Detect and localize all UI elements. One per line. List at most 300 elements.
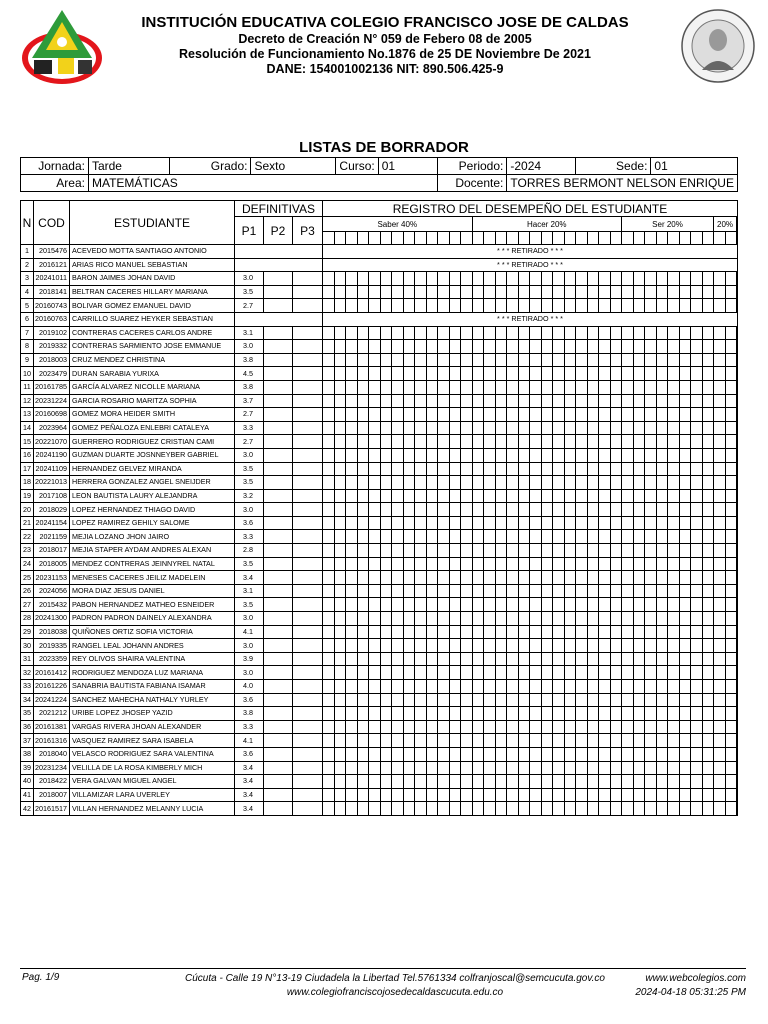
footer-site-link[interactable]: www.colegiofranciscojosedecaldascucuta.edu.co: [286, 987, 504, 998]
mark-cell: [403, 272, 415, 286]
mark-cell: [702, 584, 714, 598]
mark-cell: [461, 530, 473, 544]
mark-cell: [495, 435, 507, 449]
mark-cell: [679, 476, 691, 490]
mark-cell: [714, 353, 726, 367]
mark-cell: [553, 326, 565, 340]
mark-cell: [564, 380, 576, 394]
mark-cell: [610, 734, 622, 748]
student-code: 20241190: [34, 448, 70, 462]
mark-cell: [415, 435, 427, 449]
mark-cell: [380, 503, 392, 517]
mark-cell: [725, 761, 737, 775]
mark-cell: [633, 557, 645, 571]
mark-cell: [725, 747, 737, 761]
mark-cell: [599, 448, 611, 462]
mark-cell: [415, 489, 427, 503]
mark-cell: [725, 802, 737, 816]
mark-cell: [576, 394, 588, 408]
p3-grade: [293, 612, 323, 626]
mark-cell: [449, 421, 461, 435]
student-name: SANCHEZ MAHECHA NATHALY YURLEY: [70, 693, 235, 707]
mark-cell: [610, 326, 622, 340]
mark-cell: [541, 680, 553, 694]
mark-cell: [369, 530, 381, 544]
mark-cell: [518, 612, 530, 626]
p1-grade: 3.4: [235, 571, 264, 585]
mark-cell: [369, 503, 381, 517]
mark-cell: [346, 272, 358, 286]
p2-grade: [264, 394, 293, 408]
mark-cell: [587, 693, 599, 707]
mark-cell: [610, 720, 622, 734]
mark-cell: [403, 462, 415, 476]
mark-cell: [587, 353, 599, 367]
mark-cell: [599, 734, 611, 748]
mark-cell: [633, 299, 645, 313]
mark-cell: [334, 476, 346, 490]
p3-grade: [293, 503, 323, 517]
mark-cell: [530, 299, 542, 313]
mark-cell: [334, 326, 346, 340]
mark-cell: [507, 802, 519, 816]
mark-cell: [380, 652, 392, 666]
mark-cell: [587, 761, 599, 775]
mark-cell: [725, 612, 737, 626]
mark-cell: [449, 557, 461, 571]
mark-cell: [691, 788, 703, 802]
mark-cell: [702, 516, 714, 530]
student-name: GOMEZ MORA HEIDER SMITH: [70, 408, 235, 422]
mark-cell: [541, 693, 553, 707]
mark-cell: [656, 666, 668, 680]
student-row: [21, 340, 738, 354]
mark-cell: [610, 612, 622, 626]
mark-cell: [668, 516, 680, 530]
student-row: [21, 312, 738, 326]
mark-cell: [576, 680, 588, 694]
mark-cell: [725, 557, 737, 571]
mark-cell: [541, 734, 553, 748]
mark-cell: [346, 557, 358, 571]
mark-cell: [668, 489, 680, 503]
mark-cell: [472, 557, 484, 571]
mark-cell: [737, 544, 738, 558]
mark-cell: [357, 598, 369, 612]
mark-cell: [656, 448, 668, 462]
p3-grade: [293, 639, 323, 653]
mark-cell: [415, 788, 427, 802]
mark-cell: [346, 503, 358, 517]
mark-cell: [507, 571, 519, 585]
mark-cell: [461, 802, 473, 816]
mark-cell: [334, 380, 346, 394]
student-code: 20241300: [34, 612, 70, 626]
mark-cell: [495, 639, 507, 653]
mark-cell: [668, 761, 680, 775]
mark-cell: [392, 788, 404, 802]
mark-cell: [576, 489, 588, 503]
mark-cell: [564, 544, 576, 558]
mark-cell: [541, 598, 553, 612]
mark-cell: [403, 408, 415, 422]
mark-cell: [438, 680, 450, 694]
mark-cell: [495, 462, 507, 476]
p2-grade: [264, 285, 293, 299]
mark-cell: [323, 625, 335, 639]
mark-cell: [403, 557, 415, 571]
mark-header-cell: [564, 232, 576, 245]
mark-cell: [403, 367, 415, 381]
student-row: [21, 285, 738, 299]
mark-cell: [541, 652, 553, 666]
mark-cell: [576, 367, 588, 381]
mark-cell: [530, 680, 542, 694]
row-number: 30: [21, 639, 34, 653]
mark-cell: [691, 571, 703, 585]
mark-header-cell: [403, 232, 415, 245]
mark-cell: [599, 720, 611, 734]
mark-cell: [472, 693, 484, 707]
mark-cell: [392, 448, 404, 462]
mark-cell: [415, 326, 427, 340]
mark-cell: [438, 598, 450, 612]
mark-cell: [334, 367, 346, 381]
mark-cell: [346, 340, 358, 354]
mark-cell: [587, 598, 599, 612]
mark-cell: [357, 734, 369, 748]
mark-cell: [691, 435, 703, 449]
p3-grade: [293, 734, 323, 748]
mark-cell: [576, 734, 588, 748]
mark-cell: [633, 408, 645, 422]
mark-cell: [541, 625, 553, 639]
info-table: [20, 157, 738, 192]
mark-cell: [668, 544, 680, 558]
mark-cell: [564, 802, 576, 816]
p1-grade: 2.7: [235, 299, 264, 313]
mark-cell: [484, 408, 496, 422]
student-code: 2018029: [34, 503, 70, 517]
mark-cell: [346, 516, 358, 530]
mark-cell: [576, 544, 588, 558]
row-number: 6: [21, 312, 34, 326]
mark-cell: [622, 285, 634, 299]
p2-grade: [264, 557, 293, 571]
mark-cell: [380, 530, 392, 544]
mark-cell: [553, 612, 565, 626]
row-number: 2: [21, 258, 34, 272]
mark-cell: [622, 788, 634, 802]
mark-cell: [668, 435, 680, 449]
p2-grade: [264, 584, 293, 598]
row-number: 13: [21, 408, 34, 422]
mark-cell: [346, 285, 358, 299]
mark-cell: [518, 367, 530, 381]
mark-cell: [346, 666, 358, 680]
student-row: [21, 367, 738, 381]
p1-grade: 3.5: [235, 476, 264, 490]
mark-cell: [553, 530, 565, 544]
mark-cell: [461, 544, 473, 558]
mark-cell: [668, 612, 680, 626]
mark-cell: [472, 380, 484, 394]
mark-cell: [633, 693, 645, 707]
mark-cell: [369, 761, 381, 775]
mark-cell: [587, 788, 599, 802]
mark-cell: [461, 421, 473, 435]
mark-cell: [472, 435, 484, 449]
mark-cell: [530, 272, 542, 286]
p1-header: P1: [235, 217, 264, 245]
mark-cell: [369, 775, 381, 789]
mark-cell: [380, 462, 392, 476]
student-name: GARCIA ROSARIO MARITZA SOPHIA: [70, 394, 235, 408]
mark-cell: [380, 598, 392, 612]
student-code: 2018422: [34, 775, 70, 789]
mark-cell: [495, 571, 507, 585]
mark-cell: [484, 612, 496, 626]
student-row: [21, 652, 738, 666]
definitivas-empty: [235, 258, 323, 272]
mark-cell: [449, 272, 461, 286]
student-row: [21, 775, 738, 789]
mark-cell: [518, 625, 530, 639]
mark-cell: [599, 272, 611, 286]
p2-grade: [264, 625, 293, 639]
mark-cell: [679, 462, 691, 476]
mark-cell: [656, 326, 668, 340]
mark-cell: [380, 544, 392, 558]
mark-cell: [633, 394, 645, 408]
mark-cell: [461, 557, 473, 571]
mark-cell: [541, 421, 553, 435]
mark-cell: [426, 557, 438, 571]
mark-cell: [484, 639, 496, 653]
mark-cell: [541, 367, 553, 381]
mark-header-cell: [656, 232, 668, 245]
p1-grade: 3.1: [235, 326, 264, 340]
mark-cell: [346, 734, 358, 748]
mark-cell: [369, 462, 381, 476]
p1-grade: 3.4: [235, 761, 264, 775]
student-name: LOPEZ RAMIREZ GEHILY SALOME: [70, 516, 235, 530]
student-code: 20231234: [34, 761, 70, 775]
mark-cell: [541, 408, 553, 422]
mark-header-cell: [334, 232, 346, 245]
mark-cell: [346, 435, 358, 449]
p3-grade: [293, 476, 323, 490]
mark-cell: [622, 299, 634, 313]
mark-cell: [461, 462, 473, 476]
mark-cell: [438, 394, 450, 408]
mark-cell: [530, 625, 542, 639]
mark-cell: [415, 380, 427, 394]
mark-cell: [518, 584, 530, 598]
mark-cell: [461, 299, 473, 313]
mark-cell: [737, 476, 738, 490]
mark-cell: [369, 448, 381, 462]
mark-cell: [507, 340, 519, 354]
mark-cell: [518, 503, 530, 517]
mark-cell: [495, 367, 507, 381]
mark-cell: [576, 340, 588, 354]
mark-cell: [691, 516, 703, 530]
student-code: 2015432: [34, 598, 70, 612]
mark-cell: [472, 571, 484, 585]
mark-cell: [507, 680, 519, 694]
mark-cell: [645, 571, 657, 585]
mark-cell: [369, 584, 381, 598]
mark-cell: [369, 802, 381, 816]
mark-cell: [518, 285, 530, 299]
mark-cell: [484, 598, 496, 612]
student-code: 2018141: [34, 285, 70, 299]
student-name: MEJIA STAPER AYDAM ANDRES ALEXAN: [70, 544, 235, 558]
mark-cell: [576, 353, 588, 367]
mark-cell: [426, 380, 438, 394]
p2-grade: [264, 503, 293, 517]
mark-cell: [553, 788, 565, 802]
mark-cell: [645, 557, 657, 571]
mark-cell: [346, 367, 358, 381]
mark-cell: [507, 775, 519, 789]
mark-cell: [484, 272, 496, 286]
mark-cell: [691, 612, 703, 626]
row-number: 12: [21, 394, 34, 408]
mark-cell: [380, 625, 392, 639]
mark-cell: [346, 707, 358, 721]
mark-cell: [564, 516, 576, 530]
p2-grade: [264, 544, 293, 558]
mark-cell: [645, 788, 657, 802]
mark-cell: [737, 720, 738, 734]
mark-cell: [334, 707, 346, 721]
mark-cell: [495, 489, 507, 503]
mark-cell: [714, 408, 726, 422]
footer-webcolegios-link[interactable]: www.webcolegios.com: [645, 973, 746, 984]
mark-cell: [392, 666, 404, 680]
mark-cell: [357, 421, 369, 435]
mark-cell: [622, 476, 634, 490]
mark-cell: [622, 421, 634, 435]
mark-cell: [656, 598, 668, 612]
row-number: 11: [21, 380, 34, 394]
mark-cell: [702, 530, 714, 544]
mark-cell: [392, 693, 404, 707]
mark-cell: [541, 584, 553, 598]
mark-cell: [484, 380, 496, 394]
p2-grade: [264, 367, 293, 381]
mark-cell: [702, 367, 714, 381]
student-row: [21, 408, 738, 422]
mark-cell: [564, 353, 576, 367]
student-code: 2019335: [34, 639, 70, 653]
mark-cell: [564, 530, 576, 544]
mark-cell: [472, 530, 484, 544]
mark-cell: [679, 802, 691, 816]
mark-cell: [415, 598, 427, 612]
mark-cell: [714, 435, 726, 449]
mark-cell: [599, 326, 611, 340]
mark-cell: [668, 598, 680, 612]
p2-grade: [264, 489, 293, 503]
mark-cell: [610, 340, 622, 354]
mark-cell: [403, 503, 415, 517]
mark-cell: [507, 476, 519, 490]
mark-cell: [415, 584, 427, 598]
mark-cell: [357, 612, 369, 626]
mark-cell: [507, 285, 519, 299]
mark-cell: [564, 462, 576, 476]
p1-grade: 3.0: [235, 612, 264, 626]
mark-cell: [530, 734, 542, 748]
mark-cell: [334, 489, 346, 503]
mark-cell: [645, 353, 657, 367]
mark-cell: [622, 571, 634, 585]
p1-grade: 4.1: [235, 625, 264, 639]
mark-cell: [610, 639, 622, 653]
mark-cell: [679, 408, 691, 422]
mark-cell: [737, 747, 738, 761]
mark-cell: [633, 571, 645, 585]
mark-cell: [737, 326, 738, 340]
p3-grade: [293, 747, 323, 761]
mark-cell: [484, 421, 496, 435]
mark-cell: [541, 516, 553, 530]
mark-cell: [392, 639, 404, 653]
mark-cell: [645, 326, 657, 340]
mark-cell: [415, 340, 427, 354]
mark-cell: [438, 340, 450, 354]
student-name: HERNANDEZ GELVEZ MIRANDA: [70, 462, 235, 476]
mark-cell: [679, 557, 691, 571]
mark-cell: [737, 408, 738, 422]
mark-cell: [679, 584, 691, 598]
mark-cell: [334, 448, 346, 462]
mark-cell: [518, 380, 530, 394]
mark-cell: [507, 272, 519, 286]
mark-cell: [553, 299, 565, 313]
mark-cell: [484, 544, 496, 558]
mark-cell: [495, 394, 507, 408]
mark-cell: [323, 693, 335, 707]
p1-grade: 3.3: [235, 530, 264, 544]
row-number: 21: [21, 516, 34, 530]
mark-cell: [449, 367, 461, 381]
row-number: 16: [21, 448, 34, 462]
student-name: RANGEL LEAL JOHANN ANDRES: [70, 639, 235, 653]
mark-cell: [403, 516, 415, 530]
mark-cell: [622, 584, 634, 598]
student-code: 2018038: [34, 625, 70, 639]
mark-cell: [369, 489, 381, 503]
mark-cell: [599, 747, 611, 761]
mark-cell: [484, 367, 496, 381]
mark-cell: [610, 625, 622, 639]
mark-cell: [323, 775, 335, 789]
student-code: 20241224: [34, 693, 70, 707]
mark-cell: [576, 448, 588, 462]
p3-grade: [293, 340, 323, 354]
mark-cell: [564, 680, 576, 694]
mark-cell: [564, 489, 576, 503]
mark-cell: [472, 761, 484, 775]
mark-cell: [426, 747, 438, 761]
mark-cell: [323, 394, 335, 408]
mark-cell: [656, 340, 668, 354]
mark-cell: [357, 353, 369, 367]
